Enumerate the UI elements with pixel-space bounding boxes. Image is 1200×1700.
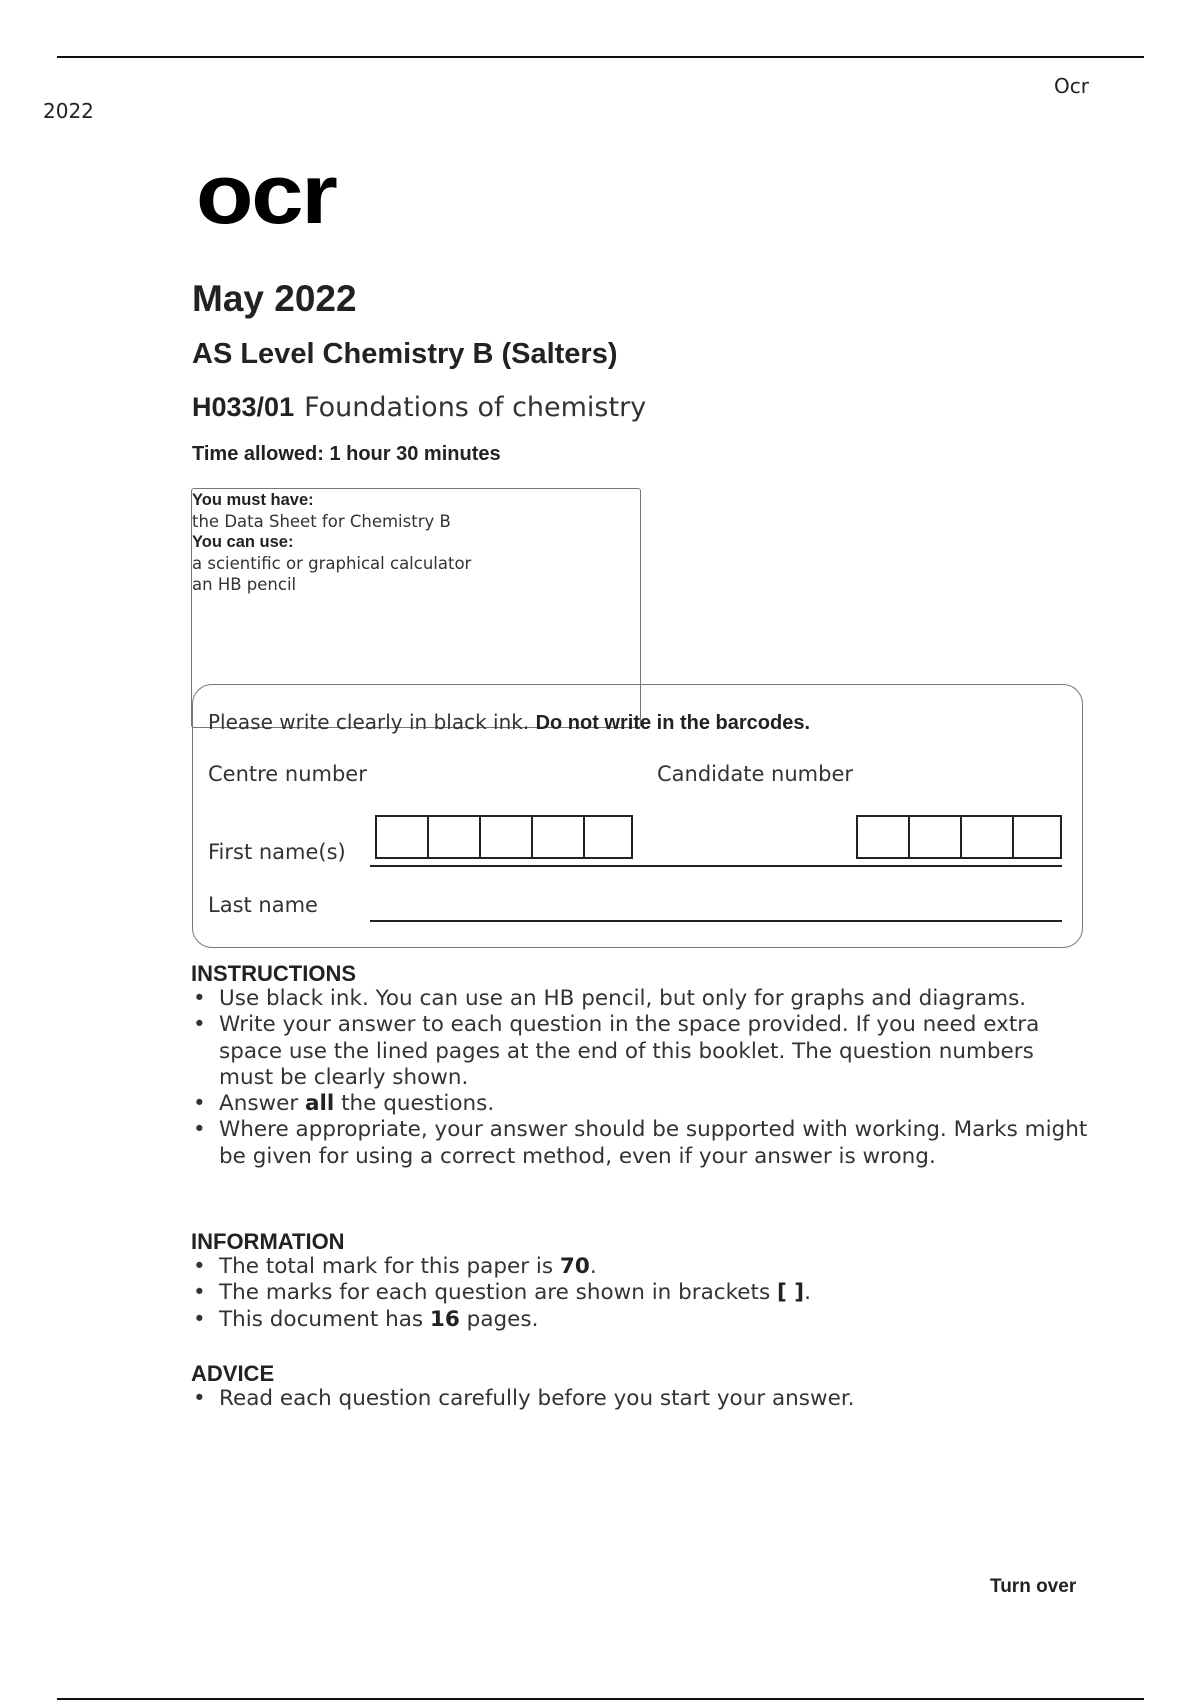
paper-line <box>192 392 646 423</box>
paper-title: Foundations of chemistry <box>304 392 647 423</box>
candidate-instruction <box>208 710 810 735</box>
candidate-number-digit-4[interactable] <box>1012 815 1062 859</box>
must-have-heading: You must have: <box>192 491 314 509</box>
can-use-heading: You can use: <box>192 533 294 551</box>
paper-code: H033/01 <box>192 392 295 422</box>
must-have-section <box>192 490 471 595</box>
must-have-item: the Data Sheet for Chemistry B <box>192 512 451 531</box>
advice-heading: ADVICE <box>191 1361 275 1386</box>
qualification-title: AS Level Chemistry B (Salters) <box>192 338 618 370</box>
centre-number-digit-5[interactable] <box>583 815 633 859</box>
information-item: • The marks for each question are shown in brackets [ ]. <box>191 1280 1091 1306</box>
can-use-item: a scientific or graphical calculator <box>192 554 472 573</box>
first-name-label: First name(s) <box>208 840 346 864</box>
last-name-label: Last name <box>208 893 318 917</box>
instruction-item: • Where appropriate, your answer should be supported with working. Marks might be given for using a correct method, even if your answer is wrong. <box>191 1117 1091 1170</box>
centre-number-digit-2[interactable] <box>427 815 481 859</box>
candidate-number-digit-1[interactable] <box>856 815 910 859</box>
first-name-field[interactable] <box>370 865 1062 867</box>
instruction-item: • Answer all the questions. <box>191 1091 1091 1117</box>
centre-number-digit-1[interactable] <box>375 815 429 859</box>
header-year: 2022 <box>43 99 94 123</box>
instructions-heading: INSTRUCTIONS <box>191 961 356 986</box>
centre-number-digit-4[interactable] <box>531 815 585 859</box>
instruction-item: • Write your answer to each question in the space provided. If you need extra space use the lined pages at the end of this booklet. The question numbers must be clearly shown. <box>191 1012 1091 1091</box>
instructions-list <box>191 986 1091 1170</box>
candidate-number-digit-2[interactable] <box>908 815 962 859</box>
candidate-number-label: Candidate number <box>657 762 853 786</box>
instruction-item: • Use black ink. You can use an HB pencil, but only for graphs and diagrams. <box>191 986 1091 1012</box>
time-allowed: Time allowed: 1 hour 30 minutes <box>192 443 501 465</box>
information-item: • The total mark for this paper is 70. <box>191 1254 1091 1280</box>
ocr-logo: ocr <box>196 147 336 241</box>
information-item: • This document has 16 pages. <box>191 1307 1091 1333</box>
advice-item: • Read each question carefully before you start your answer. <box>191 1386 1091 1412</box>
exam-date: May 2022 <box>192 278 357 319</box>
candidate-number-digit-3[interactable] <box>960 815 1014 859</box>
advice-list <box>191 1386 1091 1412</box>
top-rule <box>57 56 1144 58</box>
candidate-number-boxes <box>856 815 1060 859</box>
centre-number-boxes <box>375 815 631 859</box>
can-use-item: an HB pencil <box>192 575 297 594</box>
information-heading: INFORMATION <box>191 1229 345 1254</box>
header-brand: Ocr <box>1054 74 1089 98</box>
instruction-plain: Please write clearly in black ink. <box>208 710 530 734</box>
information-list <box>191 1254 1091 1333</box>
centre-number-digit-3[interactable] <box>479 815 533 859</box>
instruction-bold: Do not write in the barcodes. <box>535 712 811 734</box>
turn-over-label: Turn over <box>990 1576 1077 1597</box>
centre-number-label: Centre number <box>208 762 367 786</box>
last-name-field[interactable] <box>370 920 1062 922</box>
